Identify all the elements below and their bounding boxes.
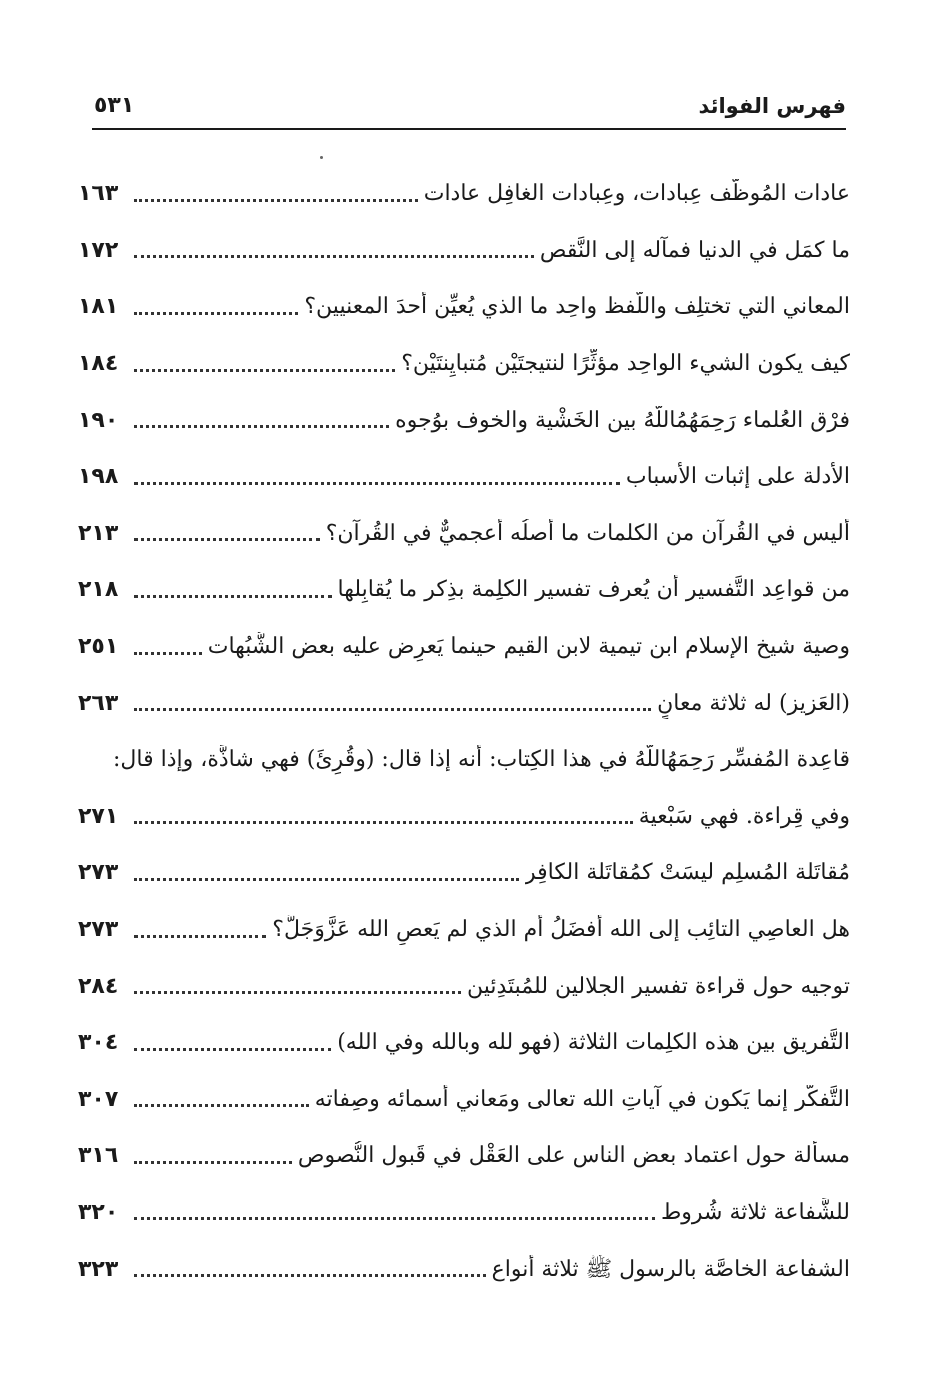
entry-title: هل العاصِي التائِب إلى الله أفضَلُ أم الذي لم يَعصِ الله عَزَّوَجَلَّ؟ xyxy=(272,917,850,943)
index-entry xyxy=(78,1015,850,1072)
index-entry xyxy=(78,392,850,449)
index-entry xyxy=(78,675,850,732)
entry-page-number: ١٨١ xyxy=(78,294,119,320)
running-title: فهرس الفوائد xyxy=(698,94,846,118)
entry-page-number: ٢١٣ xyxy=(78,520,119,546)
entry-page-number: ٢٥١ xyxy=(78,634,119,660)
entry-title: مسألة حول اعتماد بعض الناس على العَقْل في قَبول النُّصوص xyxy=(297,1143,850,1169)
entry-title: للشَّفاعة ثلاثة شُروط xyxy=(660,1199,850,1225)
entry-title: وصية شيخ الإسلام ابن تيمية لابن القيم حينما يَعرِض عليه بعض الشُّبُهات xyxy=(207,634,850,660)
entry-title: الأدلة على إثبات الأسباب xyxy=(625,464,850,490)
entry-page-number: ٢٨٤ xyxy=(78,973,119,999)
entry-title: المعاني التي تختلِف واللَّفظ واحِد ما الذي يُعيِّن أحدَ المعنيين؟ xyxy=(304,294,850,320)
index-entry xyxy=(78,789,850,846)
entry-page-number: ١٨٤ xyxy=(78,351,119,377)
entry-page-number: ٢٧٣ xyxy=(78,917,119,943)
dot-leader xyxy=(134,1217,655,1220)
entry-title: وفي قِراءة. فهي سَبْعية xyxy=(638,803,850,829)
index-entry xyxy=(78,223,850,280)
index-entry xyxy=(78,958,850,1015)
dot-leader xyxy=(134,1104,309,1107)
index-entry xyxy=(78,166,850,223)
entry-page-number: ٣٠٧ xyxy=(78,1086,119,1112)
dot-leader xyxy=(134,312,298,315)
entry-page-number: ١٩٨ xyxy=(78,464,119,490)
index-entry xyxy=(78,506,850,563)
entry-page-number: ٢٧١ xyxy=(78,803,119,829)
dot-leader xyxy=(134,255,534,258)
dot-leader xyxy=(134,425,389,428)
entry-page-number: ٣١٦ xyxy=(78,1143,119,1169)
dot-leader xyxy=(134,1274,486,1277)
page-header xyxy=(94,92,846,124)
entry-title: عادات المُوظَّف عِبادات، وعِبادات الغافِل عادات xyxy=(423,181,850,207)
entry-title: مُقاتَلة المُسلِم ليسَتْ كمُقاتَلة الكافِر xyxy=(525,860,850,886)
dot-leader xyxy=(134,199,418,202)
entry-title: التَّفكُّر إنما يَكون في آياتِ الله تعالى ومَعاني أسمائه وصِفاته xyxy=(314,1086,850,1112)
entry-page-number: ١٦٣ xyxy=(78,181,119,207)
dot-leader xyxy=(134,935,266,938)
dot-leader xyxy=(134,538,320,541)
entry-title: قاعِدة المُفسِّر رَحِمَهُاللَّهُ في هذا الكِتاب: أنه إذا قال: (وقُرِئَ) فهي شاذَّة، وإذا قال: xyxy=(112,747,850,773)
entry-page-number: ١٧٢ xyxy=(78,237,119,263)
entry-title: أليس في القُرآن من الكلمات ما أصلُه أعجميٌّ في القُرآن؟ xyxy=(325,520,850,546)
index-entry xyxy=(78,902,850,959)
index-entry xyxy=(78,449,850,506)
index-entry xyxy=(78,845,850,902)
index-entry xyxy=(78,732,850,789)
entry-page-number: ٢٧٣ xyxy=(78,860,119,886)
entry-title: (العَزيز) له ثلاثة معانٍ xyxy=(657,690,850,716)
header-divider xyxy=(92,128,846,130)
page-number: ٥٣١ xyxy=(94,93,135,118)
scan-speck xyxy=(320,156,323,159)
dot-leader xyxy=(134,708,651,711)
entry-page-number: ١٩٠ xyxy=(78,407,119,433)
dot-leader xyxy=(134,595,332,598)
index-entry xyxy=(78,562,850,619)
index-entry xyxy=(78,279,850,336)
dot-leader xyxy=(134,652,202,655)
dot-leader xyxy=(134,991,461,994)
dot-leader xyxy=(134,821,633,824)
index-entry xyxy=(78,1128,850,1185)
index-entry xyxy=(78,336,850,393)
entry-title: الشفاعة الخاصَّة بالرسول ﷺ ثلاثة أنواع xyxy=(491,1256,850,1282)
entry-page-number: ٣٢٣ xyxy=(78,1256,119,1282)
entry-page-number: ٣٢٠ xyxy=(78,1199,119,1225)
entry-page-number: ٢١٨ xyxy=(78,577,119,603)
entry-title: التَّفريق بين هذه الكلِمات الثلاثة (فهو لله وبالله وفي الله) xyxy=(337,1030,850,1056)
index-list xyxy=(78,166,850,1298)
entry-title: فرْق العُلماء رَحِمَهُمُاللَّهُ بين الخَشْية والخوف بوُجوه xyxy=(395,407,850,433)
index-entry xyxy=(78,1072,850,1129)
entry-page-number: ٢٦٣ xyxy=(78,690,119,716)
entry-page-number: ٣٠٤ xyxy=(78,1030,119,1056)
index-entry xyxy=(78,1185,850,1242)
entry-title: ما كمَل في الدنيا فمآله إلى النَّقص xyxy=(539,237,850,263)
entry-title: توجيه حول قراءة تفسير الجلالين للمُبتَدِئين xyxy=(466,973,850,999)
entry-title: كيف يكون الشيء الواحِد مؤثِّرًا لنتيجتَيْن مُتبايِنتَيْن؟ xyxy=(401,351,850,377)
entry-title: من قواعِد التَّفسير أن يُعرف تفسير الكلِمة بذِكر ما يُقابِلها xyxy=(337,577,850,603)
dot-leader xyxy=(134,1048,331,1051)
dot-leader xyxy=(134,878,519,881)
dot-leader xyxy=(134,1161,292,1164)
index-entry xyxy=(78,619,850,676)
dot-leader xyxy=(134,369,395,372)
dot-leader xyxy=(134,482,620,485)
index-entry xyxy=(78,1241,850,1298)
